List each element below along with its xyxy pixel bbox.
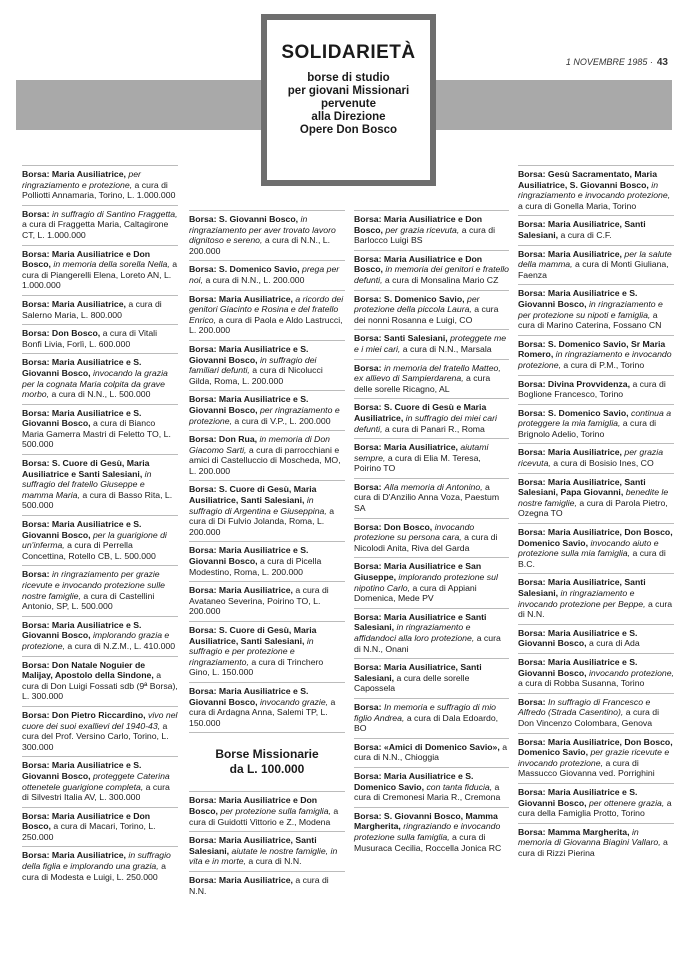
- entry-dedication: Borsa: Maria Ausiliatrice,: [354, 442, 458, 453]
- entry-donor: a cura di Polliotti Annamaria, Torino, L. 1.000.000: [22, 179, 176, 201]
- scholarship-entry: [518, 624, 674, 653]
- entry-intention: ringraziando e invocando protezione sulla famiglia,: [354, 821, 501, 842]
- scholarship-entry: [22, 404, 178, 454]
- scholarship-entry: [189, 871, 345, 900]
- entry-dedication: Borsa: Maria Ausiliatrice,: [22, 850, 126, 861]
- entry-donor: a cura di Robba Susanna, Torino: [518, 678, 645, 689]
- entry-donor: a cura di Trinchero Gino, L. 150.000: [189, 656, 324, 678]
- entry-intention: invocando aiuto e protezione sulla mia famiglia,: [518, 537, 659, 559]
- scholarship-entry: [518, 245, 674, 285]
- entry-dedication: Borsa:: [518, 696, 546, 707]
- entry-donor: a cura di D'Anzilio Anna Voza, Paestum SA: [354, 481, 500, 514]
- scholarship-entry: [518, 783, 674, 823]
- entry-intention: per grazie ricevute e invocando protezione,: [518, 747, 670, 768]
- scholarship-entry: [518, 165, 674, 215]
- entry-dedication: Borsa: S. Cuore di Gesù, Maria Ausiliatrice, Santi Salesiani,: [189, 625, 317, 646]
- entry-donor: a cura di Bosisio Ines, CO: [553, 458, 654, 469]
- scholarship-entry: [354, 807, 509, 857]
- scholarship-entry: [189, 480, 345, 541]
- entry-dedication: Borsa: Maria Ausiliatrice,: [22, 169, 126, 179]
- scholarship-entry: [189, 541, 345, 581]
- scholarship-entry: [354, 557, 509, 607]
- entry-donor: a cura di Marino Caterina, Fossano CN: [518, 309, 662, 331]
- entry-intention: in ringraziamento e affidandoci alla loro protezione,: [354, 622, 475, 643]
- entry-dedication: Borsa: Maria Ausiliatrice e S. Giovanni Bosco,: [22, 357, 142, 378]
- entry-intention: in suffragio dei miei cari defunti,: [354, 412, 497, 434]
- entry-dedication: Borsa: S. Domenico Savio, Sr Maria Romero,: [518, 338, 666, 360]
- scholarship-entry: [22, 515, 178, 565]
- scholarship-entry: [189, 682, 345, 732]
- scholarship-entry: [354, 698, 509, 738]
- entry-intention: per ottenere grazia,: [588, 797, 665, 808]
- scholarship-entry: [354, 518, 509, 558]
- scholarship-entry: [518, 375, 674, 404]
- entry-donor: a cura di Musuraca Cecilia, Roccella Jonica RC: [354, 831, 502, 853]
- subtitle-line: borse di studio: [307, 72, 390, 84]
- entry-donor: a cura di Guidotti Vittorio e Z., Modena: [189, 805, 339, 827]
- entry-dedication: Borsa: S. Cuore di Gesù e Maria Ausiliatrice,: [354, 402, 487, 423]
- scholarship-entry: [518, 284, 674, 334]
- entry-dedication: Borsa: Maria Ausiliatrice e S. Giovanni Bosco,: [518, 786, 638, 808]
- entry-dedication: Borsa: Maria Ausiliatrice, Santi Salesiani,: [189, 835, 317, 856]
- entry-donor: a cura di Salerno Maria, L. 800.000: [22, 298, 162, 320]
- entry-intention: per protezione sulla famiglia,: [220, 805, 331, 816]
- entry-dedication: Borsa: Don Bosco,: [22, 328, 101, 339]
- entry-dedication: Borsa: S. Domenico Savio,: [189, 264, 300, 275]
- scholarship-entry: [22, 245, 178, 295]
- entry-intention: In memoria e suffragio di mio figlio Andrea,: [354, 701, 496, 723]
- entry-donor: a cura di Dala Edoardo, BO: [354, 712, 499, 734]
- scholarship-entry: [189, 260, 345, 289]
- entry-intention: in ringraziamento e per protezione su nipoti e famiglia,: [518, 298, 663, 320]
- scholarship-entry: [518, 523, 674, 573]
- entry-donor: a cura di Parola Pietro, Ozegna TO: [518, 497, 668, 519]
- scholarship-entry: [22, 706, 178, 756]
- scholarship-entry: [22, 165, 178, 205]
- entry-donor: a cura di Nicolucci Gilda, Roma, L. 200.000: [189, 365, 323, 386]
- entry-intention: in ringraziamento e invocando protezione per Beppe,: [518, 588, 646, 609]
- entry-donor: a cura di Cremonesi Maria R., Cremona: [354, 781, 501, 803]
- column-2-entries: [189, 210, 345, 732]
- entry-dedication: Borsa: Maria Ausiliatrice e Santi Salesiani,: [354, 611, 487, 633]
- entry-dedication: Borsa: Maria Ausiliatrice,: [22, 298, 126, 309]
- entry-intention: a ricordo dei genitori Giacinto e Rosina e del fratello Enrico,: [189, 293, 344, 325]
- entry-dedication: Borsa: Mamma Margherita,: [518, 826, 630, 837]
- entry-dedication: Borsa: Maria Ausiliatrice, Santi Salesiani, Papa Giovanni,: [518, 476, 646, 498]
- entry-dedication: Borsa: Maria Ausiliatrice,: [189, 874, 293, 885]
- entry-intention: in suffragio e per protezione e ringraziamento,: [189, 635, 314, 667]
- entry-donor: a cura di Gonella Maria, Torino: [518, 200, 637, 211]
- entry-intention: aiutate le nostre famiglie, in vita e in morte,: [189, 845, 338, 867]
- scholarship-entry: [189, 621, 345, 682]
- entry-intention: invocando protezione su persona cara,: [354, 521, 475, 543]
- entry-donor: a cura di Picella Modestino, Roma, L. 200.000: [189, 556, 322, 577]
- entry-dedication: Borsa: Maria Ausiliatrice e S. Giovanni Bosco,: [518, 627, 638, 649]
- scholarship-entry: [518, 653, 674, 693]
- subtitle-line: Opere Don Bosco: [299, 124, 398, 136]
- entry-dedication: Borsa: Santi Salesiani,: [354, 333, 448, 344]
- entry-intention: per grazia ricevuta,: [385, 224, 460, 235]
- entry-dedication: Borsa: Don Natale Noguier de Malijay, Apostolo della Sindone,: [22, 659, 154, 681]
- entry-dedication: Borsa: Maria Ausiliatrice e S. Giovanni Bosco,: [189, 343, 309, 365]
- entry-intention: in ringraziamento per grazie ricevute e invocando protezione sulle nostre famiglie,: [22, 569, 165, 601]
- entry-donor: a cura di Appiani Domenica, Mede PV: [354, 582, 477, 604]
- entry-intention: per ringraziamento e protezione,: [22, 169, 141, 190]
- entry-donor: a cura di Avataneo Severina, Poirino TO, L. 200.000: [189, 585, 329, 617]
- section-heading-line: da L. 100.000: [229, 762, 305, 777]
- scholarship-entry: [354, 359, 509, 399]
- entry-dedication: Borsa: Maria Ausiliatrice e S. Giovanni Bosco,: [189, 545, 309, 567]
- entry-donor: a cura di Fraggetta Maria, Caltagirone CT, L. 1.000.000: [22, 219, 169, 240]
- entry-intention: benedite le nostre famiglie,: [518, 487, 669, 508]
- entry-donor: a cura di Don Vincenzo Colombara, Genova: [518, 707, 660, 728]
- entry-dedication: Borsa:: [22, 208, 50, 219]
- column-1: [22, 165, 178, 886]
- entry-dedication: Borsa: S. Cuore di Gesù, Maria Ausiliatrice e Santi Salesiani,: [22, 458, 150, 479]
- entry-dedication: Borsa: Maria Ausiliatrice e Don Bosco,: [22, 248, 151, 270]
- scholarship-entry: [354, 210, 509, 250]
- scholarship-entry: [354, 398, 509, 438]
- entry-intention: Alla memoria di Antonino,: [383, 481, 483, 492]
- entry-intention: in memoria di Giovanna Biagini Vallaro,: [518, 826, 661, 848]
- page-subtitle: [267, 72, 430, 137]
- entry-donor: a cura di Don Luigi Fossati sdb (9ª Borsa), L. 300.000: [22, 670, 178, 702]
- entry-dedication: Borsa: Maria Ausiliatrice e S. Giovanni Bosco,: [22, 407, 142, 429]
- entry-dedication: Borsa: S. Domenico Savio,: [518, 407, 629, 418]
- entry-dedication: Borsa: Maria Ausiliatrice e Don Bosco,: [354, 214, 483, 235]
- entry-donor: a cura del Prof. Versino Carlo, Torino, L. 300.000: [22, 720, 169, 752]
- entry-dedication: Borsa: S. Domenico Savio,: [354, 293, 465, 304]
- scholarship-entry: [189, 340, 345, 390]
- entry-dedication: Borsa: Divina Provvidenza,: [518, 378, 631, 389]
- scholarship-entry: [354, 767, 509, 807]
- entry-donor: a cura di N.N., Onani: [354, 633, 501, 654]
- page-title: SOLIDARIETÀ: [281, 42, 416, 63]
- scholarship-entry: [354, 438, 509, 478]
- scholarship-entry: [354, 738, 509, 767]
- entry-donor: a cura di Barlocco Luigi BS: [354, 224, 496, 246]
- entry-donor: a cura di Ada: [588, 638, 640, 649]
- scholarship-entry: [518, 335, 674, 375]
- entry-donor: a cura di Perrella Concettina, Rotello CB, L. 500.000: [22, 540, 156, 561]
- entry-intention: in suffragio del fratello Giuseppe e mamma Maria,: [22, 468, 152, 500]
- column-4: [518, 165, 674, 862]
- entry-dedication: Borsa: «Amici di Domenico Savio»,: [354, 741, 500, 752]
- section-heading: [189, 732, 345, 791]
- entry-dedication: Borsa: Maria Ausiliatrice, Don Bosco, Domenico Savio,: [518, 736, 673, 758]
- entry-donor: a cura di P.M., Torino: [563, 359, 645, 370]
- entry-dedication: Borsa: Maria Ausiliatrice e Don Bosco,: [189, 795, 318, 816]
- entry-donor: a cura di V.P., L. 200.000: [234, 415, 331, 426]
- entry-donor: a cura di N.N., Marsala: [402, 343, 492, 354]
- entry-dedication: Borsa: S. Giovanni Bosco,: [189, 214, 299, 224]
- issue-date: 1 NOVEMBRE 1985 ·: [565, 57, 653, 67]
- entry-dedication: Borsa: Maria Ausiliatrice e S. Giovanni Bosco,: [22, 619, 142, 641]
- entry-dedication: Borsa: Maria Ausiliatrice e S. Giovanni Bosco,: [22, 760, 142, 781]
- entry-donor: a cura di N.N.: [248, 856, 302, 867]
- entry-dedication: Borsa: Don Rua,: [189, 434, 258, 445]
- entry-donor: a cura di Modesta e Luigi, L. 250.000: [22, 861, 166, 882]
- scholarship-entry: [22, 656, 178, 706]
- entry-intention: invocando protezione,: [588, 667, 674, 678]
- entry-donor: a cura di Ardagna Anna, Salemi TP, L. 150.000: [189, 696, 336, 728]
- entry-donor: a cura di N.N., Chioggia: [354, 741, 508, 763]
- entry-donor: a cura di Rizzi Pierina: [518, 837, 668, 858]
- entry-donor: a cura di Elia M. Teresa, Poirino TO: [354, 452, 481, 474]
- entry-dedication: Borsa: Maria Ausiliatrice,: [189, 293, 293, 304]
- scholarship-entry: [22, 846, 178, 886]
- scholarship-entry: [354, 250, 509, 290]
- scholarship-entry: [354, 290, 509, 330]
- entry-intention: proteggete me e i miei cari,: [354, 333, 507, 354]
- entry-intention: in memoria di Don Giacomo Sarti,: [189, 434, 330, 455]
- entry-donor: a cura di N.N.: [189, 874, 329, 896]
- entry-dedication: Borsa: Maria Ausiliatrice e Don Bosco,: [354, 253, 483, 275]
- scholarship-entry: [354, 478, 509, 518]
- entry-intention: invocando grazie,: [259, 696, 329, 707]
- entry-donor: a cura di Boglione Francesco, Torino: [518, 378, 666, 400]
- entry-donor: a cura di Nicolodi Anita, Riva del Garda: [354, 532, 498, 553]
- entry-donor: a cura della Famiglia Protto, Torino: [518, 797, 672, 819]
- entry-donor: a cura di Macari, Torino, L. 250.000: [22, 821, 156, 842]
- scholarship-entry: [354, 658, 509, 698]
- entry-dedication: Borsa:: [354, 481, 382, 492]
- entry-dedication: Borsa:: [22, 569, 50, 580]
- section-heading-line: Borse Missionarie: [215, 747, 319, 762]
- scholarship-entry: [22, 295, 178, 324]
- entry-dedication: Borsa: Maria Ausiliatrice,: [518, 447, 622, 458]
- scholarship-entry: [22, 205, 178, 245]
- entry-intention: continua a proteggere la mia famiglia,: [518, 407, 672, 429]
- entry-intention: in ringraziamento e invocando protezione,: [518, 349, 672, 370]
- entry-intention: in suffragio della figlia e implorando una grazia,: [22, 850, 171, 872]
- entry-donor: a cura di Bianco Maria Gamerra Mastri di Feletto TO, L. 500.000: [22, 418, 171, 450]
- entry-donor: a cura di Paola e Aldo Lastrucci, L. 200.000: [189, 314, 343, 336]
- entry-donor: a cura di N.N.: [518, 598, 673, 620]
- entry-donor: a cura di N.N., L. 200.000: [205, 274, 305, 285]
- entry-intention: in ringraziamento per aver trovato lavoro dignitoso e sereno,: [189, 214, 336, 246]
- entry-intention: con tanta fiducia,: [426, 781, 493, 792]
- entry-dedication: Borsa: Maria Ausiliatrice e S. Giovanni Bosco,: [189, 394, 309, 415]
- scholarship-entry: [22, 616, 178, 656]
- entry-intention: aiutami sempre,: [354, 442, 489, 463]
- entry-dedication: Borsa: Maria Ausiliatrice e S. Giovanni Bosco,: [518, 288, 638, 309]
- entry-intention: invocando la grazia per la cognata Maria colpita da grave morbo,: [22, 367, 168, 400]
- subtitle-line: per giovani Missionari: [287, 85, 410, 97]
- entry-intention: in memoria del fratello Matteo, ex allievo di Sampierdarena,: [354, 362, 501, 384]
- scholarship-entry: [189, 290, 345, 340]
- scholarship-entry: [518, 573, 674, 623]
- scholarship-entry: [22, 756, 178, 806]
- column-3: [354, 210, 509, 857]
- entry-dedication: Borsa: Maria Ausiliatrice, Santi Salesiani,: [518, 577, 646, 598]
- entry-intention: proteggete Caterina ottenetele guarigione completa,: [22, 770, 170, 792]
- entry-intention: in memoria della sorella Nella,: [53, 259, 170, 270]
- entry-dedication: Borsa: Maria Ausiliatrice, Santi Salesiani,: [518, 219, 646, 240]
- entry-dedication: Borsa: Maria Ausiliatrice e S. Domenico Savio,: [354, 770, 474, 792]
- column-2: [189, 210, 345, 900]
- entry-intention: per grazia ricevuta,: [518, 447, 664, 469]
- entry-donor: a cura di N.N., L. 200.000: [189, 235, 331, 256]
- entry-intention: per protezione della piccola Laura,: [354, 293, 480, 315]
- entry-donor: a cura di parrocchiani e amici di Castelluccio di Moscheda, MO, L. 200.000: [189, 444, 341, 476]
- scholarship-entry: [518, 733, 674, 783]
- entry-dedication: Borsa: Maria Ausiliatrice e S. Giovanni Bosco,: [518, 656, 638, 678]
- scholarship-entry: [189, 390, 345, 430]
- entry-donor: a cura di Brignolo Adelio, Torino: [518, 418, 657, 439]
- entry-donor: a cura di Di Fulvio Jolanda, Roma, L. 200.000: [189, 505, 335, 537]
- entry-intention: in ringraziamento e invocando protezione,: [518, 179, 671, 201]
- entry-intention: in memoria dei genitori e fratello defunti,: [354, 264, 510, 285]
- subtitle-line: pervenute: [321, 98, 376, 110]
- entry-donor: a cura di Vitali Bonfi Livia, Forlì, L. 600.000: [22, 328, 158, 349]
- entry-intention: in suffragio di Argentina e Giuseppina,: [189, 495, 327, 516]
- entry-intention: per la guarigione di un'inferma,: [22, 529, 167, 551]
- entry-donor: a cura di N.Z.M., L. 410.000: [67, 640, 176, 651]
- entry-dedication: Borsa: Maria Ausiliatrice e S. Giovanni Bosco,: [22, 519, 142, 540]
- entry-dedication: Borsa: S. Giovanni Bosco, Mamma Margherita,: [354, 810, 498, 832]
- entry-intention: In suffragio di Francesco e Alfredo (Strada Casentino),: [518, 696, 651, 718]
- title-box: [261, 14, 436, 186]
- entry-donor: a cura di Castellini Antonio, SP, L. 500.000: [22, 590, 155, 612]
- entry-dedication: Borsa:: [354, 362, 382, 373]
- scholarship-entry: [518, 693, 674, 733]
- scholarship-entry: [189, 210, 345, 260]
- entry-intention: implorando protezione sul nipotino Carlo,: [354, 572, 498, 593]
- scholarship-entry: [354, 608, 509, 658]
- entry-donor: a cura di Piangerelli Elena, Loreto AN, L. 1.000.000: [22, 259, 178, 291]
- scholarship-entry: [189, 581, 345, 621]
- entry-dedication: Borsa: Maria Ausiliatrice,: [518, 248, 622, 259]
- entry-intention: in suffragio dei familiari defunti,: [189, 354, 317, 376]
- scholarship-entry: [518, 443, 674, 472]
- entry-intention: in suffragio di Santino Fraggetta,: [51, 208, 178, 219]
- entry-intention: vivo nel cuore dei suoi exallievi del 1940-43,: [22, 709, 178, 731]
- page-info: [566, 57, 668, 68]
- entry-intention: prega per noi,: [189, 264, 340, 285]
- scholarship-entry: [518, 404, 674, 444]
- entry-dedication: Borsa: Maria Ausiliatrice e San Giuseppe,: [354, 561, 482, 583]
- scholarship-entry: [354, 329, 509, 358]
- scholarship-entry: [189, 430, 345, 480]
- column-2-more-entries: [189, 791, 345, 900]
- entry-donor: a cura di N.N., L. 500.000: [51, 389, 151, 400]
- scholarship-entry: [518, 215, 674, 244]
- entry-dedication: Borsa: Maria Ausiliatrice,: [189, 585, 293, 596]
- entry-donor: a cura di C.F.: [560, 229, 612, 240]
- scholarship-entry: [22, 565, 178, 615]
- entry-intention: per ringraziamento e protezione,: [189, 404, 340, 426]
- scholarship-entry: [22, 807, 178, 847]
- page-number: 43: [656, 57, 668, 68]
- entry-dedication: Borsa: Maria Ausiliatrice, Don Bosco, Domenico Savio,: [518, 527, 673, 548]
- entry-donor: a cura di Monsalina Mario CZ: [384, 274, 499, 285]
- entry-dedication: Borsa: Don Pietro Riccardino,: [22, 709, 146, 720]
- entry-intention: per la salute della mamma,: [518, 248, 672, 270]
- entry-donor: a cura di B.C.: [518, 548, 666, 569]
- scholarship-entry: [518, 823, 674, 863]
- scholarship-entry: [189, 791, 345, 831]
- entry-donor: a cura dei nonni Rosanna e Luigi, CO: [354, 304, 499, 325]
- entry-donor: a cura delle sorelle Ricagno, AL: [354, 373, 491, 394]
- scholarship-entry: [22, 324, 178, 353]
- entry-dedication: Borsa: Maria Ausiliatrice, Santi Salesiani,: [354, 662, 482, 683]
- entry-donor: a cura di Silvestri Italia AV, L. 300.000: [22, 781, 170, 803]
- scholarship-entry: [518, 473, 674, 523]
- scholarship-entry: [189, 831, 345, 871]
- entry-dedication: Borsa: Maria Ausiliatrice e Don Bosco,: [22, 810, 151, 832]
- entry-dedication: Borsa:: [354, 701, 382, 712]
- entry-dedication: Borsa: Gesù Sacramentato, Maria Ausiliatrice, S. Giovanni Bosco,: [518, 169, 658, 190]
- entry-donor: a cura di Basso Rita, L. 500.000: [22, 489, 173, 511]
- entry-donor: a cura delle sorelle Capossela: [354, 672, 470, 694]
- entry-dedication: Borsa: S. Cuore di Gesù, Maria Ausiliatrice, Santi Salesiani,: [189, 484, 317, 506]
- scholarship-entry: [22, 353, 178, 403]
- entry-donor: a cura di Massucco Giovanna ved. Porrighini: [518, 757, 655, 779]
- entry-dedication: Borsa: Don Bosco,: [354, 521, 433, 532]
- entry-donor: a cura di Monti Giuliana, Faenza: [518, 259, 669, 280]
- entry-dedication: Borsa: Maria Ausiliatrice e S. Giovanni Bosco,: [189, 685, 309, 707]
- entry-donor: a cura di Panari R., Roma: [384, 423, 485, 434]
- scholarship-entry: [22, 454, 178, 515]
- subtitle-line: alla Direzione: [311, 111, 386, 123]
- entry-intention: implorando grazia e protezione,: [22, 630, 170, 651]
